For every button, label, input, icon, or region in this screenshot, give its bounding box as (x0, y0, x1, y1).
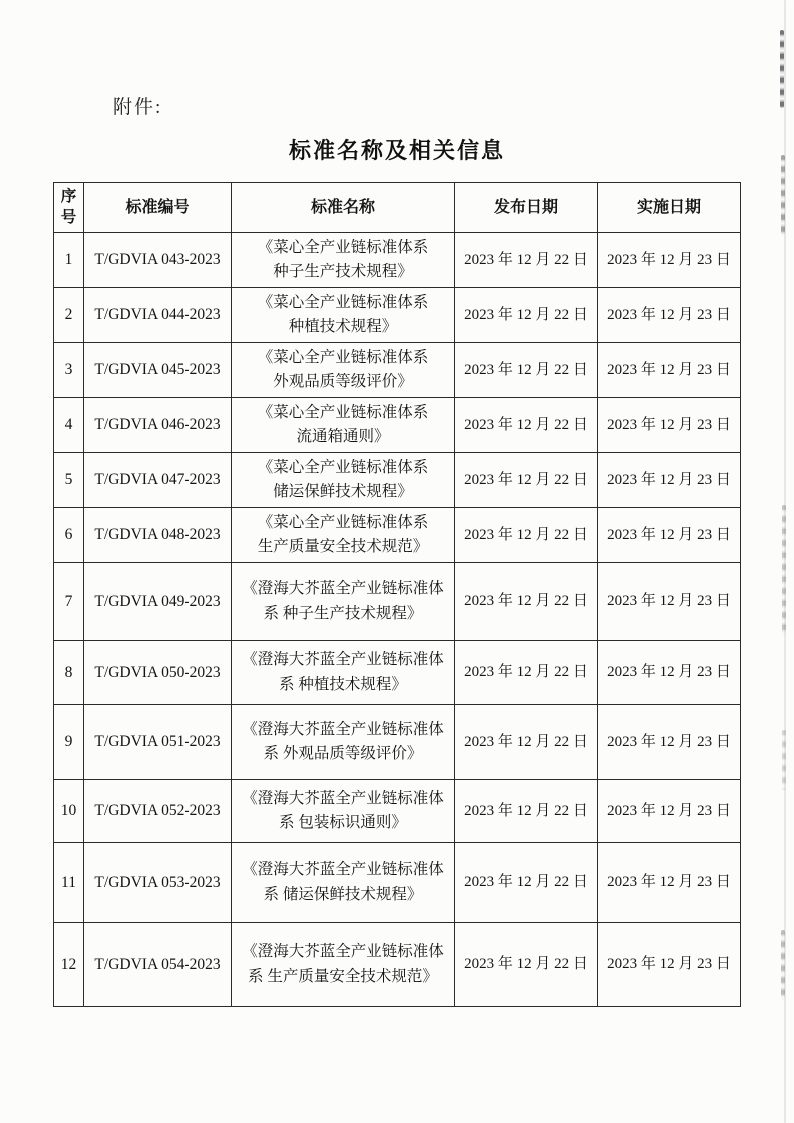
cell-publish-date: 2023 年 12 月 22 日 (455, 641, 598, 705)
header-publish-date: 发布日期 (455, 183, 598, 233)
cell-name: 《澄海大芥蓝全产业链标准体 系 包装标识通则》 (232, 780, 455, 843)
cell-implement-date: 2023 年 12 月 23 日 (598, 508, 741, 563)
cell-publish-date: 2023 年 12 月 22 日 (455, 453, 598, 508)
cell-implement-date: 2023 年 12 月 23 日 (598, 398, 741, 453)
cell-serial: 4 (54, 398, 84, 453)
cell-publish-date: 2023 年 12 月 22 日 (455, 923, 598, 1007)
table-row (54, 923, 741, 1007)
cell-code: T/GDVIA 050-2023 (84, 641, 232, 705)
header-serial-number: 序 号 (54, 183, 84, 233)
table-row (54, 780, 741, 843)
cell-code: T/GDVIA 048-2023 (84, 508, 232, 563)
cell-serial: 2 (54, 288, 84, 343)
cell-code: T/GDVIA 052-2023 (84, 780, 232, 843)
cell-publish-date: 2023 年 12 月 22 日 (455, 780, 598, 843)
header-standard-name: 标准名称 (232, 183, 455, 233)
cell-publish-date: 2023 年 12 月 22 日 (455, 843, 598, 923)
table-row (54, 233, 741, 288)
scan-artifact (784, 0, 786, 1123)
cell-serial: 11 (54, 843, 84, 923)
cell-serial: 1 (54, 233, 84, 288)
cell-name: 《澄海大芥蓝全产业链标准体 系 生产质量安全技术规范》 (232, 923, 455, 1007)
cell-name: 《澄海大芥蓝全产业链标准体 系 储运保鲜技术规程》 (232, 843, 455, 923)
cell-code: T/GDVIA 049-2023 (84, 563, 232, 641)
cell-implement-date: 2023 年 12 月 23 日 (598, 780, 741, 843)
cell-publish-date: 2023 年 12 月 22 日 (455, 233, 598, 288)
cell-publish-date: 2023 年 12 月 22 日 (455, 398, 598, 453)
cell-publish-date: 2023 年 12 月 22 日 (455, 288, 598, 343)
page-title: 标准名称及相关信息 (288, 138, 505, 163)
cell-implement-date: 2023 年 12 月 23 日 (598, 843, 741, 923)
table-row (54, 343, 741, 398)
cell-name: 《澄海大芥蓝全产业链标准体 系 外观品质等级评价》 (232, 705, 455, 780)
cell-serial: 3 (54, 343, 84, 398)
cell-name: 《菜心全产业链标准体系 种子生产技术规程》 (232, 233, 455, 288)
cell-serial: 6 (54, 508, 84, 563)
header-implement-date: 实施日期 (598, 183, 741, 233)
cell-implement-date: 2023 年 12 月 23 日 (598, 453, 741, 508)
cell-code: T/GDVIA 054-2023 (84, 923, 232, 1007)
cell-implement-date: 2023 年 12 月 23 日 (598, 563, 741, 641)
cell-serial: 9 (54, 705, 84, 780)
cell-serial: 10 (54, 780, 84, 843)
cell-code: T/GDVIA 045-2023 (84, 343, 232, 398)
table-row (54, 705, 741, 780)
cell-code: T/GDVIA 043-2023 (84, 233, 232, 288)
attachment-label: 附件: (113, 97, 163, 118)
table-row (54, 508, 741, 563)
cell-implement-date: 2023 年 12 月 23 日 (598, 705, 741, 780)
cell-publish-date: 2023 年 12 月 22 日 (455, 705, 598, 780)
standards-table (53, 182, 741, 1007)
cell-implement-date: 2023 年 12 月 23 日 (598, 343, 741, 398)
cell-serial: 5 (54, 453, 84, 508)
cell-implement-date: 2023 年 12 月 23 日 (598, 641, 741, 705)
cell-name: 《菜心全产业链标准体系 外观品质等级评价》 (232, 343, 455, 398)
header-standard-code: 标准编号 (84, 183, 232, 233)
table-row (54, 843, 741, 923)
cell-implement-date: 2023 年 12 月 23 日 (598, 233, 741, 288)
table-row (54, 641, 741, 705)
cell-serial: 7 (54, 563, 84, 641)
cell-code: T/GDVIA 053-2023 (84, 843, 232, 923)
cell-code: T/GDVIA 047-2023 (84, 453, 232, 508)
table-row (54, 288, 741, 343)
cell-code: T/GDVIA 046-2023 (84, 398, 232, 453)
cell-name: 《澄海大芥蓝全产业链标准体 系 种植技术规程》 (232, 641, 455, 705)
table-row (54, 453, 741, 508)
table-row (54, 398, 741, 453)
cell-serial: 8 (54, 641, 84, 705)
table-row (54, 563, 741, 641)
cell-publish-date: 2023 年 12 月 22 日 (455, 563, 598, 641)
cell-name: 《菜心全产业链标准体系 种植技术规程》 (232, 288, 455, 343)
cell-name: 《菜心全产业链标准体系 生产质量安全技术规范》 (232, 508, 455, 563)
cell-code: T/GDVIA 044-2023 (84, 288, 232, 343)
table-header-row (54, 183, 741, 233)
cell-implement-date: 2023 年 12 月 23 日 (598, 288, 741, 343)
cell-implement-date: 2023 年 12 月 23 日 (598, 923, 741, 1007)
cell-serial: 12 (54, 923, 84, 1007)
cell-name: 《澄海大芥蓝全产业链标准体 系 种子生产技术规程》 (232, 563, 455, 641)
cell-publish-date: 2023 年 12 月 22 日 (455, 343, 598, 398)
cell-name: 《菜心全产业链标准体系 流通箱通则》 (232, 398, 455, 453)
cell-code: T/GDVIA 051-2023 (84, 705, 232, 780)
cell-name: 《菜心全产业链标准体系 储运保鲜技术规程》 (232, 453, 455, 508)
cell-publish-date: 2023 年 12 月 22 日 (455, 508, 598, 563)
